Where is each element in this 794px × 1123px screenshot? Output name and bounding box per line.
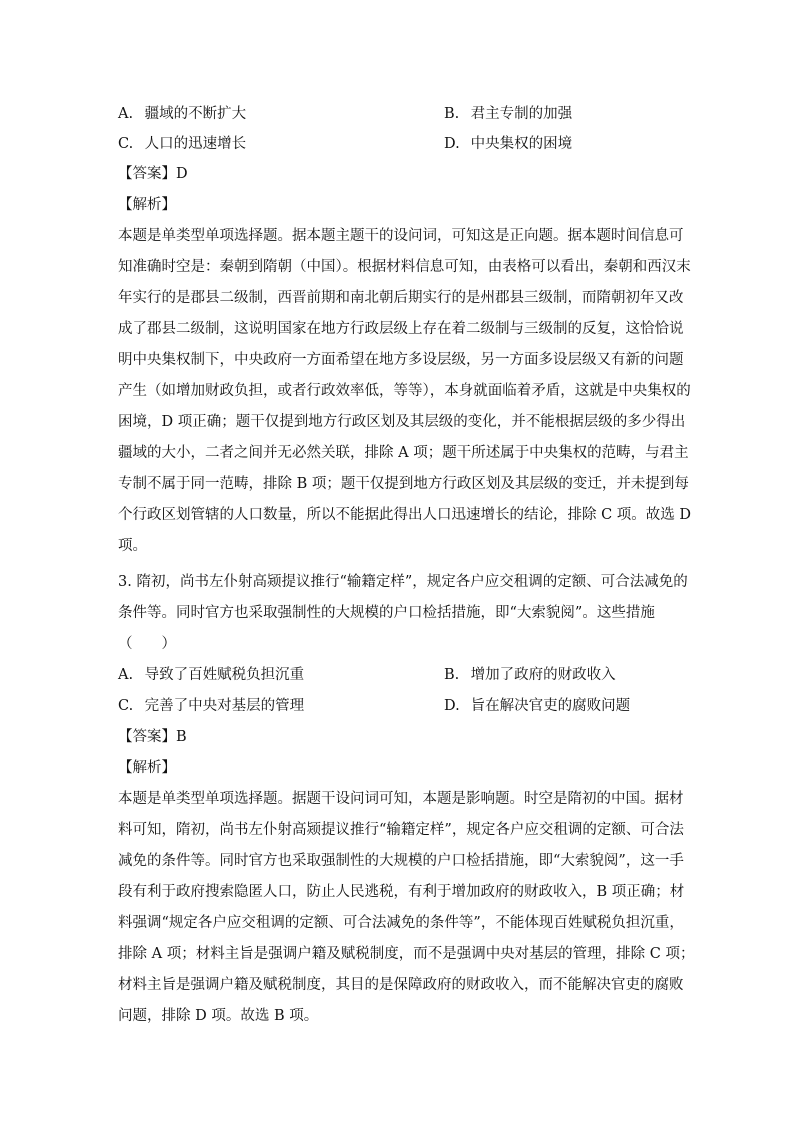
option-text: 中央集权的困境	[470, 136, 573, 152]
q3-analysis-line: 问题，排除 D 项。故选 B 项。	[118, 1008, 319, 1024]
q2-analysis-line: 项。	[118, 538, 147, 554]
q2-analysis-line: 专制不属于同一范畴，排除 B 项；题干仅提到地方行政区划及其层级的变迁，并未提到每	[118, 476, 689, 492]
option-key: C.	[118, 698, 134, 714]
q2-answer: 【答案】D	[118, 166, 188, 182]
q2-analysis-line: 个行政区划管辖的人口数量，所以不能据此得出人口迅速增长的结论，排除 C 项。故选 D	[118, 507, 692, 523]
q2-option-b	[444, 104, 572, 124]
option-key: D.	[444, 136, 460, 152]
q3-analysis-heading: 【解析】	[118, 760, 176, 776]
q3-analysis-line: 本题是单类型单项选择题。据题干设问词可知，本题是影响题。时空是隋初的中国。据材	[118, 791, 684, 807]
q3-analysis-line: 减免的条件等。同时官方也采取强制性的大规模的户口检括措施，即“大索貌阅”，这一手	[118, 853, 684, 869]
q3-option-c	[118, 696, 304, 716]
option-text: 增加了政府的财政收入	[470, 667, 616, 683]
q2-analysis-line: 产生（如增加财政负担，或者行政效率低，等等），本身就面临着矛盾，这就是中央集权的	[118, 383, 691, 399]
q3-option-b	[444, 665, 616, 685]
q2-analysis-line: 本题是单类型单项选择题。据本题主题干的设问词，可知这是正向题。据本题时间信息可	[118, 228, 684, 244]
option-text: 旨在解决官吏的腐败问题	[470, 698, 631, 714]
q3-stem-line: 条件等。同时官方也采取强制性的大规模的户口检括措施，即“大索貌阅”。这些措施	[118, 605, 655, 621]
option-key: A.	[118, 667, 134, 683]
q3-stem-line: 3. 隋初，尚书左仆射高颎提议推行“输籍定样”，规定各户应交租调的定额、可合法减免的	[118, 574, 688, 590]
q3-analysis-line: 材料主旨是强调户籍及赋税制度，其目的是保障政府的财政收入，而不能解决官吏的腐败	[118, 977, 684, 993]
q2-analysis-line: 成了郡县二级制，这说明国家在地方行政层级上存在着二级制与三级制的反复，这恰恰说	[118, 321, 684, 337]
q3-option-a	[118, 665, 304, 685]
q2-option-a	[118, 104, 246, 124]
q2-analysis-heading: 【解析】	[118, 197, 176, 213]
q2-analysis-line: 明中央集权制下，中央政府一方面希望在地方多设层级，另一方面多设层级又有新的问题	[118, 352, 684, 368]
option-key: A.	[118, 106, 134, 122]
q3-analysis-line: 排除 A 项；材料主旨是强调户籍及赋税制度，而不是强调中央对基层的管理，排除 C 项；	[118, 946, 695, 962]
option-key: D.	[444, 698, 460, 714]
q2-option-c	[118, 134, 246, 154]
option-text: 完善了中央对基层的管理	[144, 698, 305, 714]
q2-analysis-line: 疆域的大小，二者之间并无必然关联，排除 A 项；题干所述属于中央集权的范畴，与君主	[118, 445, 689, 461]
option-text: 人口的迅速增长	[144, 136, 247, 152]
q2-option-d	[444, 134, 572, 154]
option-key: B.	[444, 667, 460, 683]
q3-stem-blank: （ ）	[118, 636, 176, 652]
q3-analysis-line: 料可知，隋初，尚书左仆射高颎提议推行“输籍定样”，规定各户应交租调的定额、可合法	[118, 822, 684, 838]
q2-analysis-line: 知准确时空是：秦朝到隋朝（中国）。根据材料信息可知，由表格可以看出，秦朝和西汉末	[118, 259, 691, 275]
q3-option-d	[444, 696, 630, 716]
option-key: C.	[118, 136, 134, 152]
q3-analysis-line: 段有利于政府搜索隐匿人口，防止人民逃税，有利于增加政府的财政收入，B 项正确；材	[118, 884, 685, 900]
option-text: 君主专制的加强	[470, 106, 573, 122]
q3-answer: 【答案】B	[118, 729, 187, 745]
q2-analysis-line: 年实行的是郡县二级制，西晋前期和南北朝后期实行的是州郡县三级制，而隋朝初年又改	[118, 290, 684, 306]
option-key: B.	[444, 106, 460, 122]
option-text: 疆域的不断扩大	[144, 106, 247, 122]
q2-analysis-line: 困境，D 项正确；题干仅提到地方行政区划及其层级的变化，并不能根据层级的多少得出	[118, 414, 686, 430]
q3-analysis-line: 料强调“规定各户应交租调的定额、可合法减免的条件等”，不能体现百姓赋税负担沉重，	[118, 915, 684, 931]
option-text: 导致了百姓赋税负担沉重	[144, 667, 305, 683]
